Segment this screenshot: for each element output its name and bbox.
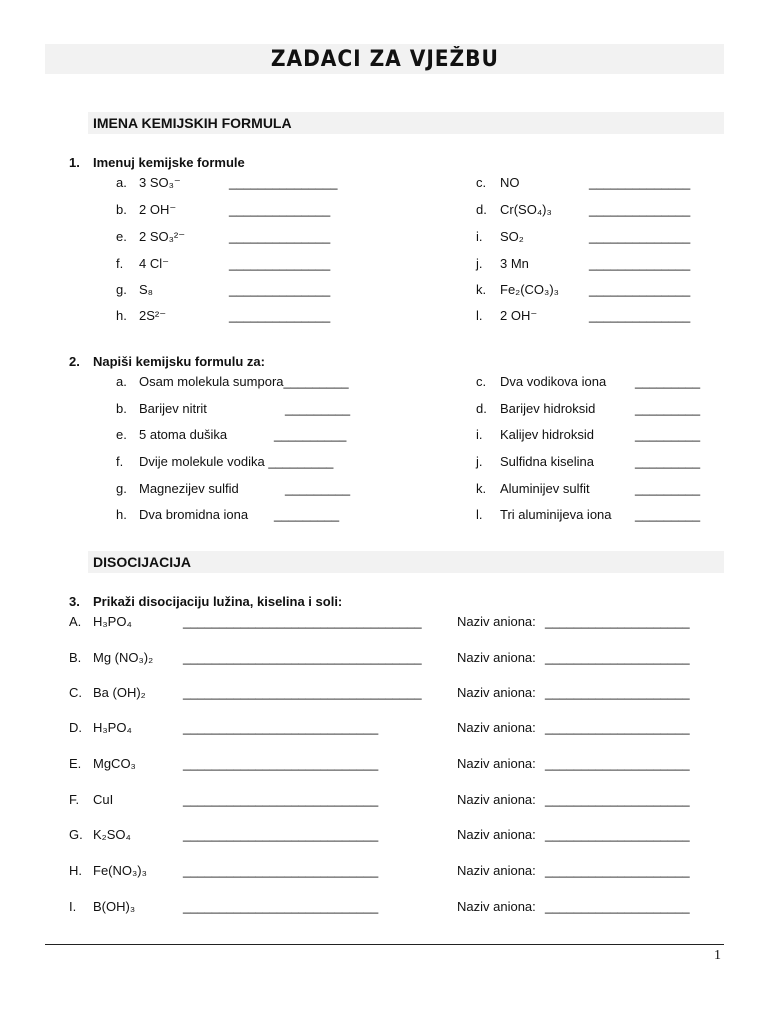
item-letter: c. — [476, 374, 487, 389]
item-letter: f. — [116, 454, 124, 469]
item-formula: 2S²⁻ — [139, 308, 167, 323]
answer-blank[interactable]: _________ — [274, 507, 340, 522]
row-letter: F. — [69, 792, 80, 807]
item-letter: b. — [116, 202, 127, 217]
question-text: Imenuj kemijske formule — [93, 155, 245, 170]
item-letter: i. — [476, 229, 483, 244]
answer-blank[interactable]: _________ — [635, 427, 701, 442]
item-text: Dva vodikova iona — [500, 374, 607, 389]
anion-blank[interactable]: ____________________ — [545, 863, 690, 878]
answer-blank[interactable]: ______________ — [229, 308, 331, 323]
item-letter: e. — [116, 427, 127, 442]
item-letter: h. — [116, 507, 127, 522]
item-formula: S₈ — [139, 282, 154, 297]
item-text: Magnezijev sulfid — [139, 481, 239, 496]
question-number: 1. — [69, 155, 80, 170]
dissociation-blank[interactable]: _________________________________ — [183, 685, 422, 700]
row-formula: K₂SO₄ — [93, 827, 131, 842]
dissociation-blank[interactable]: ___________________________ — [183, 899, 379, 914]
answer-blank[interactable]: _________ — [285, 481, 351, 496]
anion-label: Naziv aniona: — [457, 720, 536, 735]
section-heading-text: IMENA KEMIJSKIH FORMULA — [93, 115, 292, 131]
anion-label: Naziv aniona: — [457, 756, 536, 771]
item-formula: SO₂ — [500, 229, 524, 244]
row-formula: MgCO₃ — [93, 756, 136, 771]
item-letter: d. — [476, 202, 487, 217]
item-text: Osam molekula sumpora_________ — [139, 374, 349, 389]
section-heading-formulas — [88, 112, 724, 134]
answer-blank[interactable]: _________ — [635, 454, 701, 469]
dissociation-blank[interactable]: ___________________________ — [183, 792, 379, 807]
row-formula: H₃PO₄ — [93, 614, 132, 629]
item-letter: l. — [476, 308, 483, 323]
item-letter: a. — [116, 175, 127, 190]
answer-blank[interactable]: _________ — [635, 481, 701, 496]
item-letter: d. — [476, 401, 487, 416]
answer-blank[interactable]: __________ — [274, 427, 347, 442]
anion-label: Naziv aniona: — [457, 614, 536, 629]
row-formula: Fe(NO₃)₃ — [93, 863, 147, 878]
item-letter: f. — [116, 256, 124, 271]
anion-blank[interactable]: ____________________ — [545, 650, 690, 665]
answer-blank[interactable]: ______________ — [229, 202, 331, 217]
answer-blank[interactable]: ______________ — [589, 229, 691, 244]
item-text: Dvije molekule vodika _________ — [139, 454, 334, 469]
item-text: Tri aluminijeva iona — [500, 507, 612, 522]
row-letter: G. — [69, 827, 83, 842]
item-letter: l. — [476, 507, 483, 522]
item-text: Dva bromidna iona — [139, 507, 249, 522]
item-text: Sulfidna kiselina — [500, 454, 594, 469]
answer-blank[interactable]: ______________ — [229, 282, 331, 297]
question-text: Prikaži disocijaciju lužina, kiselina i soli: — [93, 594, 343, 609]
item-formula: Cr(SO₄)₃ — [500, 202, 552, 217]
item-formula: Fe₂(CO₃)₃ — [500, 282, 559, 297]
item-text: Barijev hidroksid — [500, 401, 596, 416]
dissociation-blank[interactable]: ___________________________ — [183, 827, 379, 842]
answer-blank[interactable]: ______________ — [589, 175, 691, 190]
section-heading-dissociation — [88, 551, 724, 573]
item-letter: a. — [116, 374, 127, 389]
item-formula: 2 SO₃²⁻ — [139, 229, 186, 244]
row-letter: E. — [69, 756, 82, 771]
row-formula: B(OH)₃ — [93, 899, 136, 914]
item-letter: h. — [116, 308, 127, 323]
item-letter: g. — [116, 481, 127, 496]
row-letter: C. — [69, 685, 82, 700]
item-formula: 4 Cl⁻ — [139, 256, 169, 271]
dissociation-blank[interactable]: ___________________________ — [183, 720, 379, 735]
answer-blank[interactable]: ______________ — [589, 256, 691, 271]
item-text: Aluminijev sulfit — [500, 481, 590, 496]
question-text: Napiši kemijsku formulu za: — [93, 354, 265, 369]
anion-blank[interactable]: ____________________ — [545, 792, 690, 807]
anion-label: Naziv aniona: — [457, 792, 536, 807]
item-letter: i. — [476, 427, 483, 442]
item-text: Barijev nitrit — [139, 401, 207, 416]
question-number: 2. — [69, 354, 80, 369]
anion-blank[interactable]: ____________________ — [545, 827, 690, 842]
row-formula: H₃PO₄ — [93, 720, 132, 735]
item-letter: c. — [476, 175, 487, 190]
anion-label: Naziv aniona: — [457, 827, 536, 842]
item-letter: j. — [476, 454, 483, 469]
row-letter: B. — [69, 650, 82, 665]
anion-blank[interactable]: ____________________ — [545, 899, 690, 914]
anion-label: Naziv aniona: — [457, 863, 536, 878]
answer-blank[interactable]: _________ — [635, 507, 701, 522]
item-formula: 3 SO₃⁻ — [139, 175, 181, 190]
question-number: 3. — [69, 594, 80, 609]
dissociation-blank[interactable]: ___________________________ — [183, 863, 379, 878]
anion-label: Naziv aniona: — [457, 899, 536, 914]
anion-blank[interactable]: ____________________ — [545, 756, 690, 771]
anion-label: Naziv aniona: — [457, 650, 536, 665]
anion-blank[interactable]: ____________________ — [545, 614, 690, 629]
dissociation-blank[interactable]: ___________________________ — [183, 756, 379, 771]
answer-blank[interactable]: ______________ — [589, 308, 691, 323]
item-text: 5 atoma dušika — [139, 427, 228, 442]
title-bar — [45, 44, 724, 74]
row-formula: Ba (OH)₂ — [93, 685, 146, 700]
answer-blank[interactable]: ______________ — [229, 256, 331, 271]
item-letter: b. — [116, 401, 127, 416]
item-letter: j. — [476, 256, 483, 271]
section-heading-text: DISOCIJACIJA — [93, 554, 192, 570]
anion-blank[interactable]: ____________________ — [545, 685, 690, 700]
answer-blank[interactable]: _________ — [635, 401, 701, 416]
item-letter: k. — [476, 282, 487, 297]
page-title: ZADACI ZA VJEŽBU — [270, 47, 499, 72]
row-formula: Mg (NO₃)₂ — [93, 650, 154, 665]
item-text: Kalijev hidroksid — [500, 427, 594, 442]
page-number: 1 — [714, 948, 721, 963]
dissociation-blank[interactable]: _________________________________ — [183, 614, 422, 629]
dissociation-blank[interactable]: _________________________________ — [183, 650, 422, 665]
answer-blank[interactable]: ______________ — [229, 229, 331, 244]
footer-divider — [45, 944, 724, 945]
item-formula: 2 OH⁻ — [139, 202, 177, 217]
item-formula: 2 OH⁻ — [500, 308, 538, 323]
item-formula: 3 Mn — [500, 256, 529, 271]
row-letter: I. — [69, 899, 77, 914]
answer-blank[interactable]: _________ — [635, 374, 701, 389]
item-letter: k. — [476, 481, 487, 496]
row-formula: CuI — [93, 792, 114, 807]
item-letter: g. — [116, 282, 127, 297]
answer-blank[interactable]: ______________ — [589, 282, 691, 297]
anion-label: Naziv aniona: — [457, 685, 536, 700]
item-letter: e. — [116, 229, 127, 244]
row-letter: D. — [69, 720, 82, 735]
row-letter: A. — [69, 614, 82, 629]
anion-blank[interactable]: ____________________ — [545, 720, 690, 735]
item-formula: NO — [500, 175, 520, 190]
answer-blank[interactable]: _________ — [285, 401, 351, 416]
answer-blank[interactable]: _______________ — [229, 175, 338, 190]
row-letter: H. — [69, 863, 82, 878]
answer-blank[interactable]: ______________ — [589, 202, 691, 217]
